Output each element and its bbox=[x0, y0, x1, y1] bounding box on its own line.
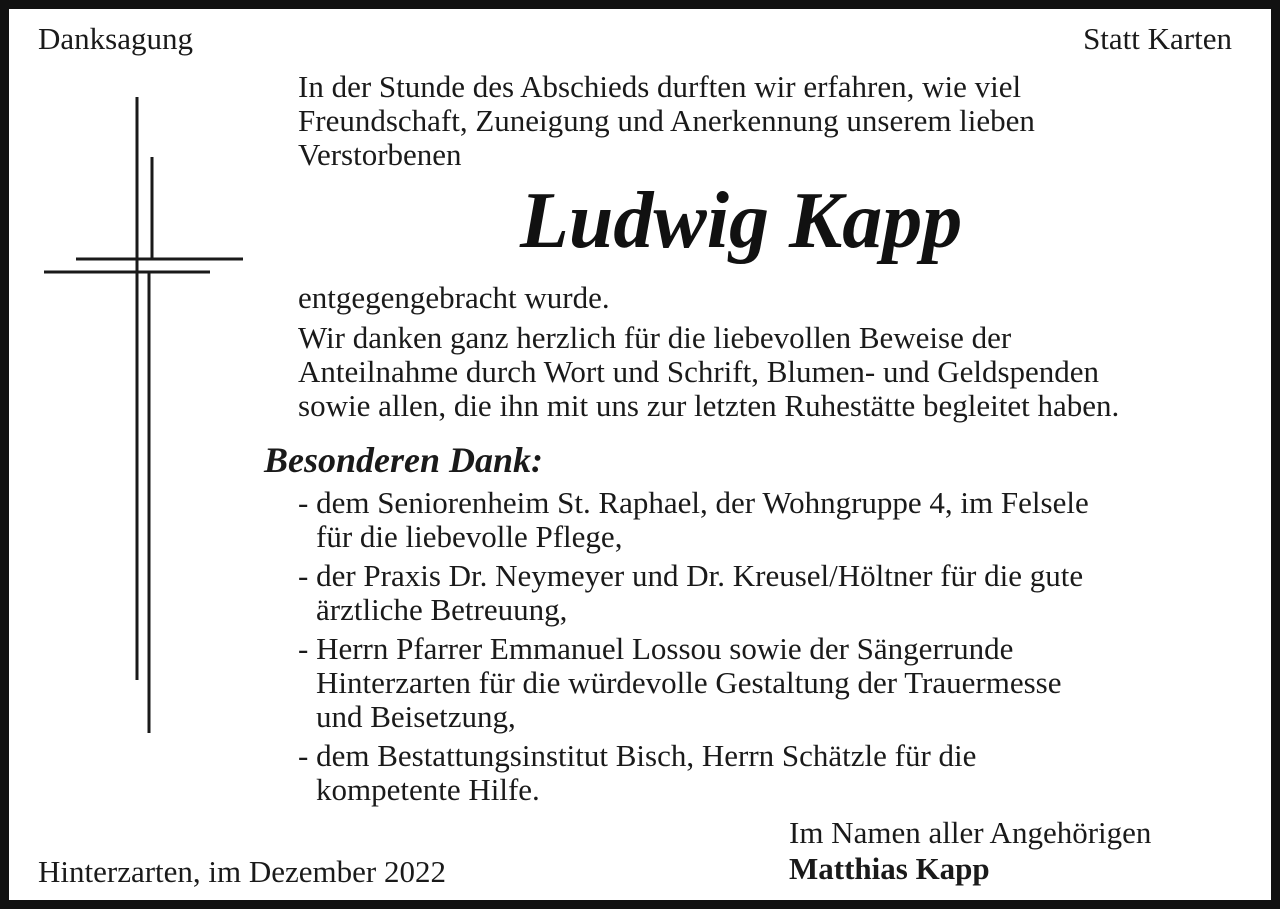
intro-line: Verstorbenen bbox=[298, 137, 462, 172]
list-item-line: kompetente Hilfe. bbox=[316, 772, 540, 807]
double-line-cross-icon bbox=[44, 97, 243, 733]
intro-paragraph bbox=[298, 70, 1035, 172]
list-item-line: Hinterzarten für die würdevolle Gestaltung der Trauermesse bbox=[316, 665, 1062, 700]
intro-line: In der Stunde des Abschieds durften wir erfahren, wie viel bbox=[298, 69, 1022, 104]
list-item bbox=[298, 739, 1089, 807]
body-line: entgegengebracht wurde. bbox=[298, 280, 610, 315]
list-item bbox=[298, 486, 1089, 554]
list-item bbox=[298, 559, 1089, 627]
statt-karten-label: Statt Karten bbox=[1083, 21, 1232, 56]
place-date: Hinterzarten, im Dezember 2022 bbox=[38, 854, 446, 889]
list-item-line: - dem Bestattungsinstitut Bisch, Herrn Schätzle für die bbox=[298, 738, 977, 773]
signer-name: Matthias Kapp bbox=[789, 851, 990, 886]
intro-line: Freundschaft, Zuneigung und Anerkennung unserem lieben bbox=[298, 103, 1035, 138]
notice-type-label: Danksagung bbox=[38, 21, 193, 56]
body-line: Wir danken ganz herzlich für die liebevollen Beweise der bbox=[298, 320, 1012, 355]
list-item-line: und Beisetzung, bbox=[316, 699, 516, 734]
body-line: Anteilnahme durch Wort und Schrift, Blumen- und Geldspenden bbox=[298, 354, 1100, 389]
body-line: sowie allen, die ihn mit uns zur letzten Ruhestätte begleitet haben. bbox=[298, 388, 1120, 423]
thanks-paragraph bbox=[298, 281, 1119, 423]
special-thanks-heading: Besonderen Dank: bbox=[264, 440, 544, 480]
list-item-line: ärztliche Betreuung, bbox=[316, 592, 568, 627]
list-item-line: - dem Seniorenheim St. Raphael, der Wohngruppe 4, im Felsele bbox=[298, 485, 1089, 520]
cross-icon bbox=[0, 0, 260, 760]
special-thanks-list bbox=[298, 486, 1089, 807]
deceased-name: Ludwig Kapp bbox=[520, 177, 963, 265]
list-item-line: - der Praxis Dr. Neymeyer und Dr. Kreusel/Höltner für die gute bbox=[298, 558, 1084, 593]
closing-phrase: Im Namen aller Angehörigen bbox=[789, 815, 1152, 850]
list-item-line: für die liebevolle Pflege, bbox=[316, 519, 623, 554]
list-item-line: - Herrn Pfarrer Emmanuel Lossou sowie der Sängerrunde bbox=[298, 631, 1014, 666]
list-item bbox=[298, 632, 1089, 734]
